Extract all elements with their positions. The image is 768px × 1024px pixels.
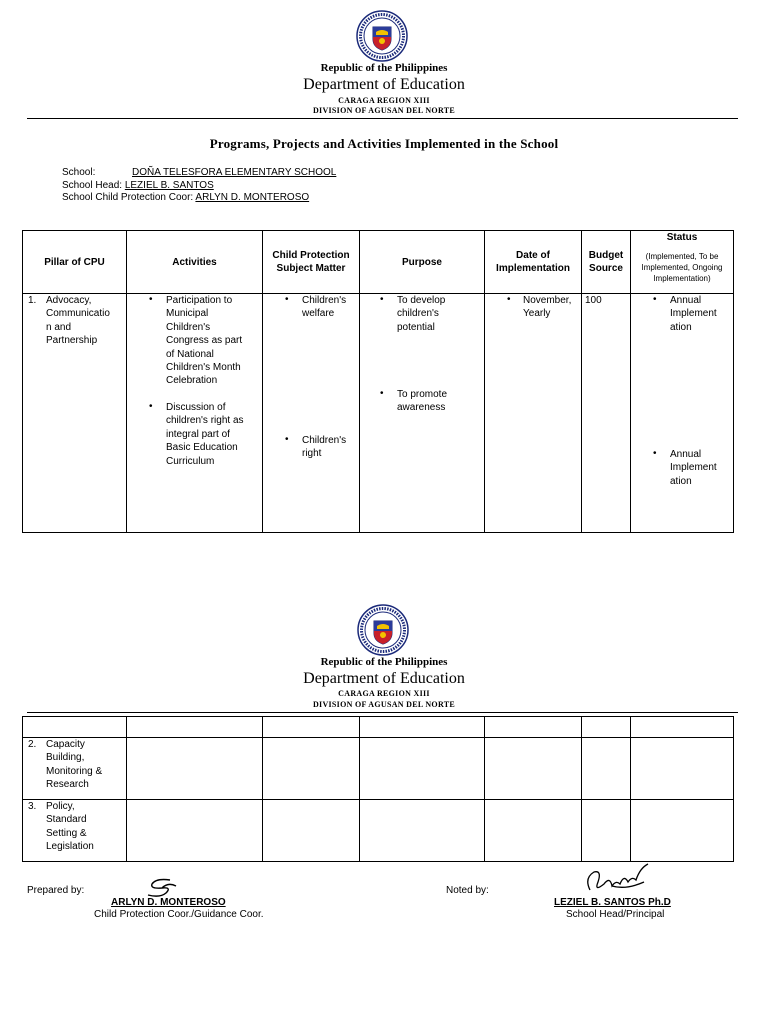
subject-cell	[263, 294, 360, 533]
ppa-table-continued	[22, 716, 734, 862]
bullet-icon: •	[149, 401, 153, 412]
bullet-icon: •	[653, 294, 657, 305]
header-purpose: Purpose	[360, 231, 485, 294]
purpose-item: To develop children's potential	[397, 295, 446, 333]
region-text: CARAGA REGION XIII	[338, 689, 430, 698]
header-divider	[27, 712, 738, 713]
bullet-icon: •	[285, 294, 289, 305]
deped-seal-logo	[356, 10, 408, 62]
header-date: Date of Implementation	[485, 231, 582, 294]
table-header-row	[23, 231, 734, 294]
school-line	[62, 167, 337, 179]
purpose-item: To promote awareness	[397, 389, 448, 414]
pillar-text: Advocacy, Communicatio n and Partnership	[46, 295, 110, 347]
school-head-label: School Head:	[62, 180, 123, 191]
bullet-icon: •	[507, 294, 511, 305]
activity-item: Participation to Municipal Children's Congress as part of National Children's Month Celebration	[166, 295, 243, 387]
bullet-icon: •	[149, 294, 153, 305]
bullet-icon: •	[380, 388, 384, 399]
header-subject-matter: Child Protection Subject Matter	[263, 231, 360, 294]
subject-item: Children's right	[302, 435, 347, 460]
table-row	[23, 294, 734, 533]
pillar-cell	[23, 294, 127, 533]
prepared-title: Child Protection Coor./Guidance Coor.	[94, 909, 264, 920]
pillar-text: Policy, Standard Setting & Legislation	[46, 801, 94, 853]
budget-value: 100	[585, 295, 602, 306]
header-pillar: Pillar of CPU	[23, 231, 127, 294]
pillar-cell	[23, 738, 127, 800]
division-text: DIVISION OF AGUSAN DEL NORTE	[312, 106, 456, 115]
subject-item: Children's welfare	[302, 295, 347, 320]
school-head-line	[62, 180, 214, 192]
purpose-cell	[360, 294, 485, 533]
table-row	[23, 717, 734, 738]
prepared-name: ARLYN D. MONTEROSO	[111, 897, 226, 908]
division-text: DIVISION OF AGUSAN DEL NORTE	[312, 700, 456, 709]
school-value: DOÑA TELESFORA ELEMENTARY SCHOOL	[132, 167, 337, 178]
deped-seal-logo	[357, 604, 409, 656]
date-item: November, Yearly	[523, 295, 572, 320]
bullet-icon: •	[380, 294, 384, 305]
row-number: 1.	[28, 295, 37, 306]
coordinator-line	[62, 192, 309, 204]
noted-name: LEZIEL B. SANTOS Ph.D	[554, 897, 671, 908]
republic-text: Republic of the Philippines	[320, 656, 448, 668]
republic-text: Republic of the Philippines	[320, 62, 448, 74]
activity-item: Discussion of children's right as integral part of Basic Education Curriculum	[166, 402, 244, 467]
noted-signature-icon	[582, 860, 652, 900]
pillar-text: Capacity Building, Monitoring & Research	[46, 739, 103, 791]
row-number: 2.	[28, 739, 37, 750]
region-text: CARAGA REGION XIII	[338, 96, 430, 105]
row-number: 3.	[28, 801, 37, 812]
bullet-icon: •	[653, 448, 657, 459]
department-title: Department of Education	[303, 76, 465, 93]
header-divider	[27, 118, 738, 119]
department-title: Department of Education	[303, 670, 465, 687]
prepared-by-label: Prepared by:	[27, 885, 85, 896]
ppa-table	[22, 230, 734, 533]
status-item: Annual Implement ation	[670, 295, 717, 333]
header-activities: Activities	[127, 231, 263, 294]
bullet-icon: •	[285, 434, 289, 445]
pillar-cell	[23, 800, 127, 862]
school-label: School:	[62, 167, 96, 178]
date-cell	[485, 294, 582, 533]
budget-cell	[582, 294, 631, 533]
noted-by-label: Noted by:	[446, 885, 489, 896]
noted-title: School Head/Principal	[566, 909, 665, 920]
coordinator-value: ARLYN D. MONTEROSO	[195, 192, 310, 203]
page-title: Programs, Projects and Activities Implemented in the School	[209, 136, 559, 151]
header-budget: Budget Source	[582, 231, 631, 294]
table-row	[23, 738, 734, 800]
coordinator-label: School Child Protection Coor:	[62, 192, 194, 203]
table-row	[23, 800, 734, 862]
activities-cell	[127, 294, 263, 533]
status-cell	[631, 294, 734, 533]
school-head-value: LEZIEL B. SANTOS	[124, 180, 214, 191]
status-item: Annual Implement ation	[670, 449, 717, 487]
header-status: Status (Implemented, To be Implemented, Ongoing Implementation)	[631, 231, 734, 294]
